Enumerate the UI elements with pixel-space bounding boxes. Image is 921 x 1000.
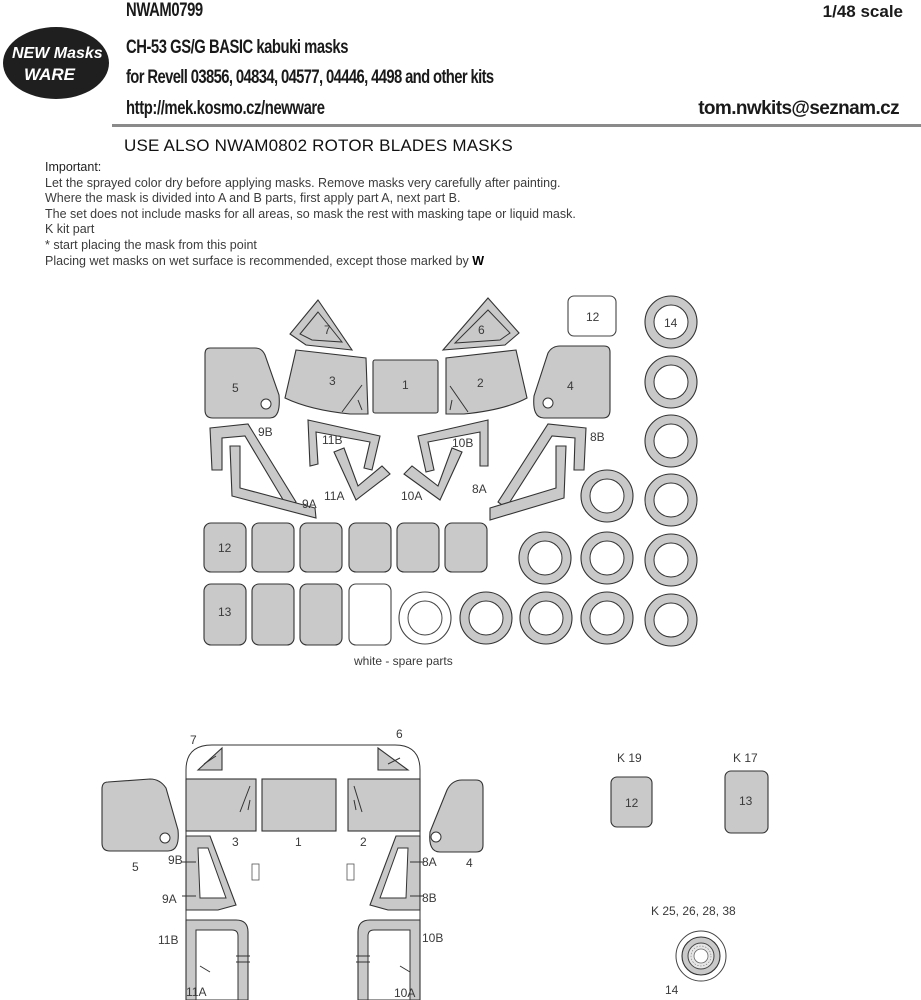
- diag-label-9a: 9A: [162, 892, 177, 906]
- diag-label-8a: 8A: [422, 855, 437, 869]
- logo-line2: WARE: [24, 65, 75, 84]
- mask-label-2: 2: [477, 376, 484, 390]
- placement-diagram: [102, 727, 768, 1000]
- note-line: K kit part: [45, 222, 95, 237]
- scale-label: 1/48 scale: [822, 2, 903, 21]
- diag-label-2: 2: [360, 835, 367, 849]
- mask-label-11a: 11A: [324, 489, 345, 503]
- spare-parts-caption: white - spare parts: [354, 654, 453, 668]
- mask-label-3: 3: [329, 374, 336, 388]
- kit-part-k25: K 25, 26, 28, 38: [651, 904, 736, 918]
- mask-label-9a: 9A: [302, 497, 317, 511]
- diag-label-8b: 8B: [422, 891, 437, 905]
- email-link[interactable]: tom.nwkits@seznam.cz: [698, 98, 899, 119]
- wet-mark-icon: W: [472, 253, 485, 268]
- diag-label-9b: 9B: [168, 853, 183, 867]
- mask-label-11b: 11B: [322, 433, 343, 447]
- diag-mask-14: [676, 931, 726, 981]
- mask-label-4: 4: [567, 379, 574, 393]
- diag-label-10a: 10A: [394, 986, 416, 1000]
- notes-heading: Important:: [45, 160, 102, 174]
- diag-label-14: 14: [665, 983, 679, 997]
- mask-label-8a: 8A: [472, 482, 487, 496]
- mask-label-5: 5: [232, 381, 239, 395]
- diag-mask-3: [186, 779, 256, 831]
- diag-label-3: 3: [232, 835, 239, 849]
- mask-2: [446, 350, 527, 414]
- mask-3: [285, 350, 368, 414]
- mask-label-sq13: 13: [218, 605, 232, 619]
- mask-label-8b: 8B: [590, 430, 605, 444]
- diag-label-11b: 11B: [158, 933, 179, 947]
- diag-mask-1: [262, 779, 336, 831]
- mask-label-sq12: 12: [218, 541, 232, 555]
- mask-label-12: 12: [586, 310, 600, 324]
- mask-label-9b: 9B: [258, 425, 273, 439]
- note-line: The set does not include masks for all areas, so mask the rest with masking tape or liquid mask.: [45, 206, 576, 221]
- kit-part-k17: K 17: [733, 751, 758, 765]
- mask-label-1: 1: [402, 378, 409, 392]
- note-line: Placing wet masks on wet surface is recommended, except those marked by: [45, 253, 469, 268]
- diag-label-6: 6: [396, 727, 403, 741]
- diag-label-11a: 11A: [186, 985, 207, 999]
- product-title: CH-53 GS/G BASIC kabuki masks: [126, 37, 348, 58]
- mask-label-14: 14: [664, 316, 678, 330]
- mask-label-10a: 10A: [401, 489, 423, 503]
- diag-label-5: 5: [132, 860, 139, 874]
- diag-mask-2: [348, 779, 420, 831]
- product-code: NWAM0799: [126, 0, 203, 21]
- diag-label-1: 1: [295, 835, 302, 849]
- mask-sheet: [204, 296, 697, 668]
- diag-label-7: 7: [190, 733, 197, 747]
- diag-label-10b: 10B: [422, 931, 444, 945]
- compatible-kits: for Revell 03856, 04834, 04577, 04446, 4498 and other kits: [126, 67, 494, 88]
- kit-part-k19: K 19: [617, 751, 642, 765]
- diag-label-4: 4: [466, 856, 473, 870]
- note-line: * start placing the mask from this point: [45, 237, 257, 252]
- note-line: Where the mask is divided into A and B parts, first apply part A, next part B.: [45, 191, 461, 206]
- use-also-notice: USE ALSO NWAM0802 ROTOR BLADES MASKS: [124, 136, 513, 155]
- mask-label-10b: 10B: [452, 436, 474, 450]
- mask-label-7: 7: [324, 323, 331, 337]
- tall-masks-13: [204, 584, 391, 645]
- square-masks-12: [204, 523, 487, 572]
- website-link[interactable]: http://mek.kosmo.cz/newware: [126, 98, 325, 119]
- diag-label-13: 13: [739, 794, 753, 808]
- note-line: Let the sprayed color dry before applying masks. Remove masks very carefully after painting.: [45, 175, 561, 190]
- mask-label-6: 6: [478, 323, 485, 337]
- logo-line1: NEW Masks: [12, 45, 103, 62]
- diag-label-12: 12: [625, 796, 639, 810]
